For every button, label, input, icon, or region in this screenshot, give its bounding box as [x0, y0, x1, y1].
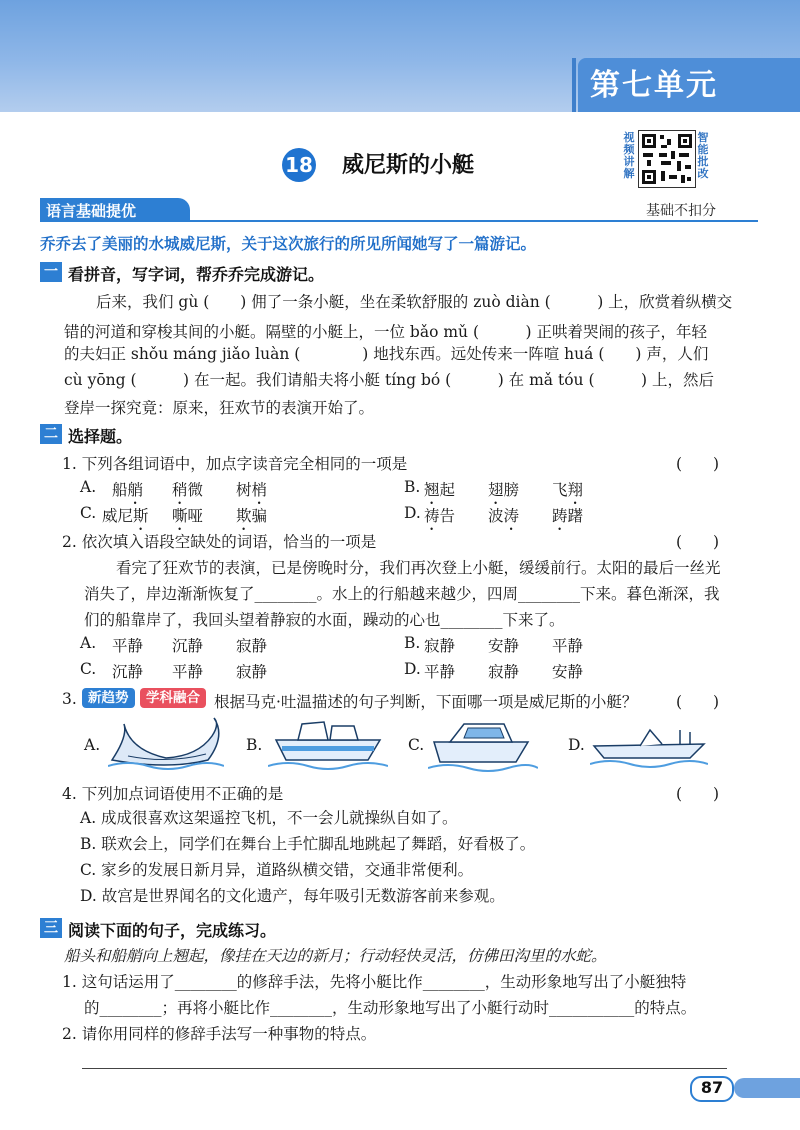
page-tab — [734, 1078, 800, 1098]
q1-option-label: A. — [80, 478, 97, 496]
q2-passage-line: 看完了狂欢节的表演，已是傍晚时分，我们再次登上小艇，缓缓前行。太阳的最后一丝光 — [116, 559, 721, 577]
q1-option-word: 船艄 — [112, 481, 144, 499]
q2-option-word: 寂静 — [488, 663, 520, 681]
q1-option-label: B. — [404, 478, 421, 496]
part1-heading: 看拼音，写字词，帮乔乔完成游记。 — [68, 265, 325, 284]
q1-option-word: 嘶哑 — [172, 507, 204, 525]
q2-option-word: 沉静 — [172, 637, 204, 655]
part3-heading: 阅读下面的句子，完成练习。 — [68, 921, 277, 940]
q3-option-label: B. — [246, 736, 263, 754]
q2-option-word: 沉静 — [112, 663, 144, 681]
part1-badge: 一 — [40, 262, 62, 282]
q2-passage-line: 消失了，岸边渐渐恢复了________。水上的行船越来越少，四周________下来。暮色渐深，我 — [84, 585, 720, 603]
covered-boat-image — [268, 716, 388, 772]
q1-answer-paren[interactable]: ( ) — [676, 455, 720, 473]
q1-option-word: 祷告 — [424, 507, 456, 525]
part3-quote: 船头和船艄向上翘起，像挂在天边的新月；行动轻快灵活，仿佛田沟里的水蛇。 — [64, 947, 607, 965]
q3-stem: 根据马克·吐温描述的句子判断，下面哪一项是威尼斯的小艇？ — [214, 693, 638, 711]
q2-stem: 2. 依次填入语段空缺处的词语，恰当的一项是 — [62, 533, 377, 551]
qr-left-label: 视频讲解 — [623, 131, 635, 180]
section-note: 基础不扣分 — [646, 203, 716, 219]
q2-option-word: 寂静 — [424, 637, 456, 655]
unit-title: 第七单元 — [590, 68, 718, 103]
q2-answer-paren[interactable]: ( ) — [676, 533, 720, 551]
q3-option-label: D. — [568, 736, 585, 754]
speedboat-image — [590, 716, 708, 772]
section-title: 语言基础提优 — [46, 202, 137, 220]
q4-option: B. 联欢会上，同学们在舞台上手忙脚乱地跳起了舞蹈，好看极了。 — [80, 835, 536, 853]
q2-option-word: 安静 — [552, 663, 584, 681]
q4-option: A. 成成很喜欢这架遥控飞机，不一会儿就操纵自如了。 — [80, 809, 458, 827]
q4-answer-paren[interactable]: ( ) — [676, 785, 720, 803]
intro-text: 乔乔去了美丽的水城威尼斯，关于这次旅行的所见所闻她写了一篇游记。 — [40, 235, 537, 253]
q3-answer-paren[interactable]: ( ) — [676, 693, 720, 711]
part3-q1-line: 1. 这句话运用了________的修辞手法，先将小艇比作________，生动形象地写出了小艇独特 — [62, 973, 687, 991]
q1-option-label: C. — [80, 504, 97, 522]
q2-passage-line: 们的船靠岸了，我回头望着静寂的水面，躁动的心也________下来了。 — [84, 611, 565, 629]
part2-badge: 二 — [40, 424, 62, 444]
q2-option-label: A. — [80, 634, 97, 652]
q2-option-word: 平静 — [172, 663, 204, 681]
tag-subject-fusion: 学科融合 — [140, 688, 206, 708]
qr-right-label: 智能批改 — [697, 131, 709, 180]
q2-option-label: D. — [404, 660, 421, 678]
q2-option-label: C. — [80, 660, 97, 678]
q2-option-label: B. — [404, 634, 421, 652]
q1-option-word: 树梢 — [236, 481, 268, 499]
q1-option-word: 欺骗 — [236, 507, 268, 525]
part1-line: 的夫妇正 shǒu máng jiǎo luàn ( ) 地找东西。远处传来一阵喧 huá ( ) 声，人们 — [64, 345, 709, 363]
q4-option: D. 故宫是世界闻名的文化遗产，每年吸引无数游客前来参观。 — [80, 887, 505, 905]
motorboat-image — [428, 712, 538, 772]
q1-option-word: 翅膀 — [488, 481, 520, 499]
q2-option-word: 安静 — [488, 637, 520, 655]
q2-option-word: 平静 — [424, 663, 456, 681]
q1-option-word: 翘起 — [424, 481, 456, 499]
q2-option-word: 平静 — [552, 637, 584, 655]
gondola-image — [108, 716, 224, 772]
q1-option-word: 威尼斯 — [102, 507, 149, 525]
q1-option-word: 稍微 — [172, 481, 204, 499]
unit-tab-edge — [572, 58, 576, 112]
part2-heading: 选择题。 — [68, 427, 133, 446]
qr-code-graphic — [639, 131, 695, 187]
part1-line: 登岸一探究竟：原来，狂欢节的表演开始了。 — [64, 399, 375, 417]
q2-option-word: 寂静 — [236, 637, 268, 655]
part1-line: cù yōng ( ) 在一起。我们请船夫将小艇 tíng bó ( ) 在 mǎ tóu ( ) 上，然后 — [64, 371, 714, 389]
part1-line: 错的河道和穿梭其间的小艇。隔壁的小艇上，一位 bǎo mǔ ( ) 正哄着哭闹的孩子，年轻 — [64, 323, 707, 341]
q1-stem: 1. 下列各组词语中，加点字读音完全相同的一项是 — [62, 455, 408, 473]
q1-option-word: 飞翔 — [552, 481, 584, 499]
part3-q1-line: 的________；再将小艇比作________，生动形象地写出了小艇行动时___________的特点。 — [84, 999, 697, 1017]
part3-badge: 三 — [40, 918, 62, 938]
page-number: 87 — [700, 1078, 724, 1097]
q1-option-word: 波涛 — [488, 507, 520, 525]
qr-code[interactable] — [638, 130, 696, 188]
q2-option-word: 寂静 — [236, 663, 268, 681]
q4-stem: 4. 下列加点词语使用不正确的是 — [62, 785, 284, 803]
answer-line[interactable] — [82, 1068, 727, 1069]
part3-q2: 2. 请你用同样的修辞手法写一种事物的特点。 — [62, 1025, 377, 1043]
q2-option-word: 平静 — [112, 637, 144, 655]
section-rule — [40, 220, 758, 222]
part1-line: 后来，我们 gù ( ) 佣了一条小艇，坐在柔软舒服的 zuò diàn ( ) 上，欣赏着纵横交 — [96, 293, 733, 311]
lesson-title: 威尼斯的小艇 — [342, 153, 475, 178]
q3-number: 3. — [62, 690, 77, 708]
q1-option-word: 踌躇 — [552, 507, 584, 525]
q3-option-label: C. — [408, 736, 425, 754]
q3-option-label: A. — [84, 736, 101, 754]
lesson-number: 18 — [282, 148, 316, 182]
q4-option: C. 家乡的发展日新月异，道路纵横交错，交通非常便利。 — [80, 861, 474, 879]
q1-option-label: D. — [404, 504, 421, 522]
tag-new-trend: 新趋势 — [82, 688, 135, 708]
